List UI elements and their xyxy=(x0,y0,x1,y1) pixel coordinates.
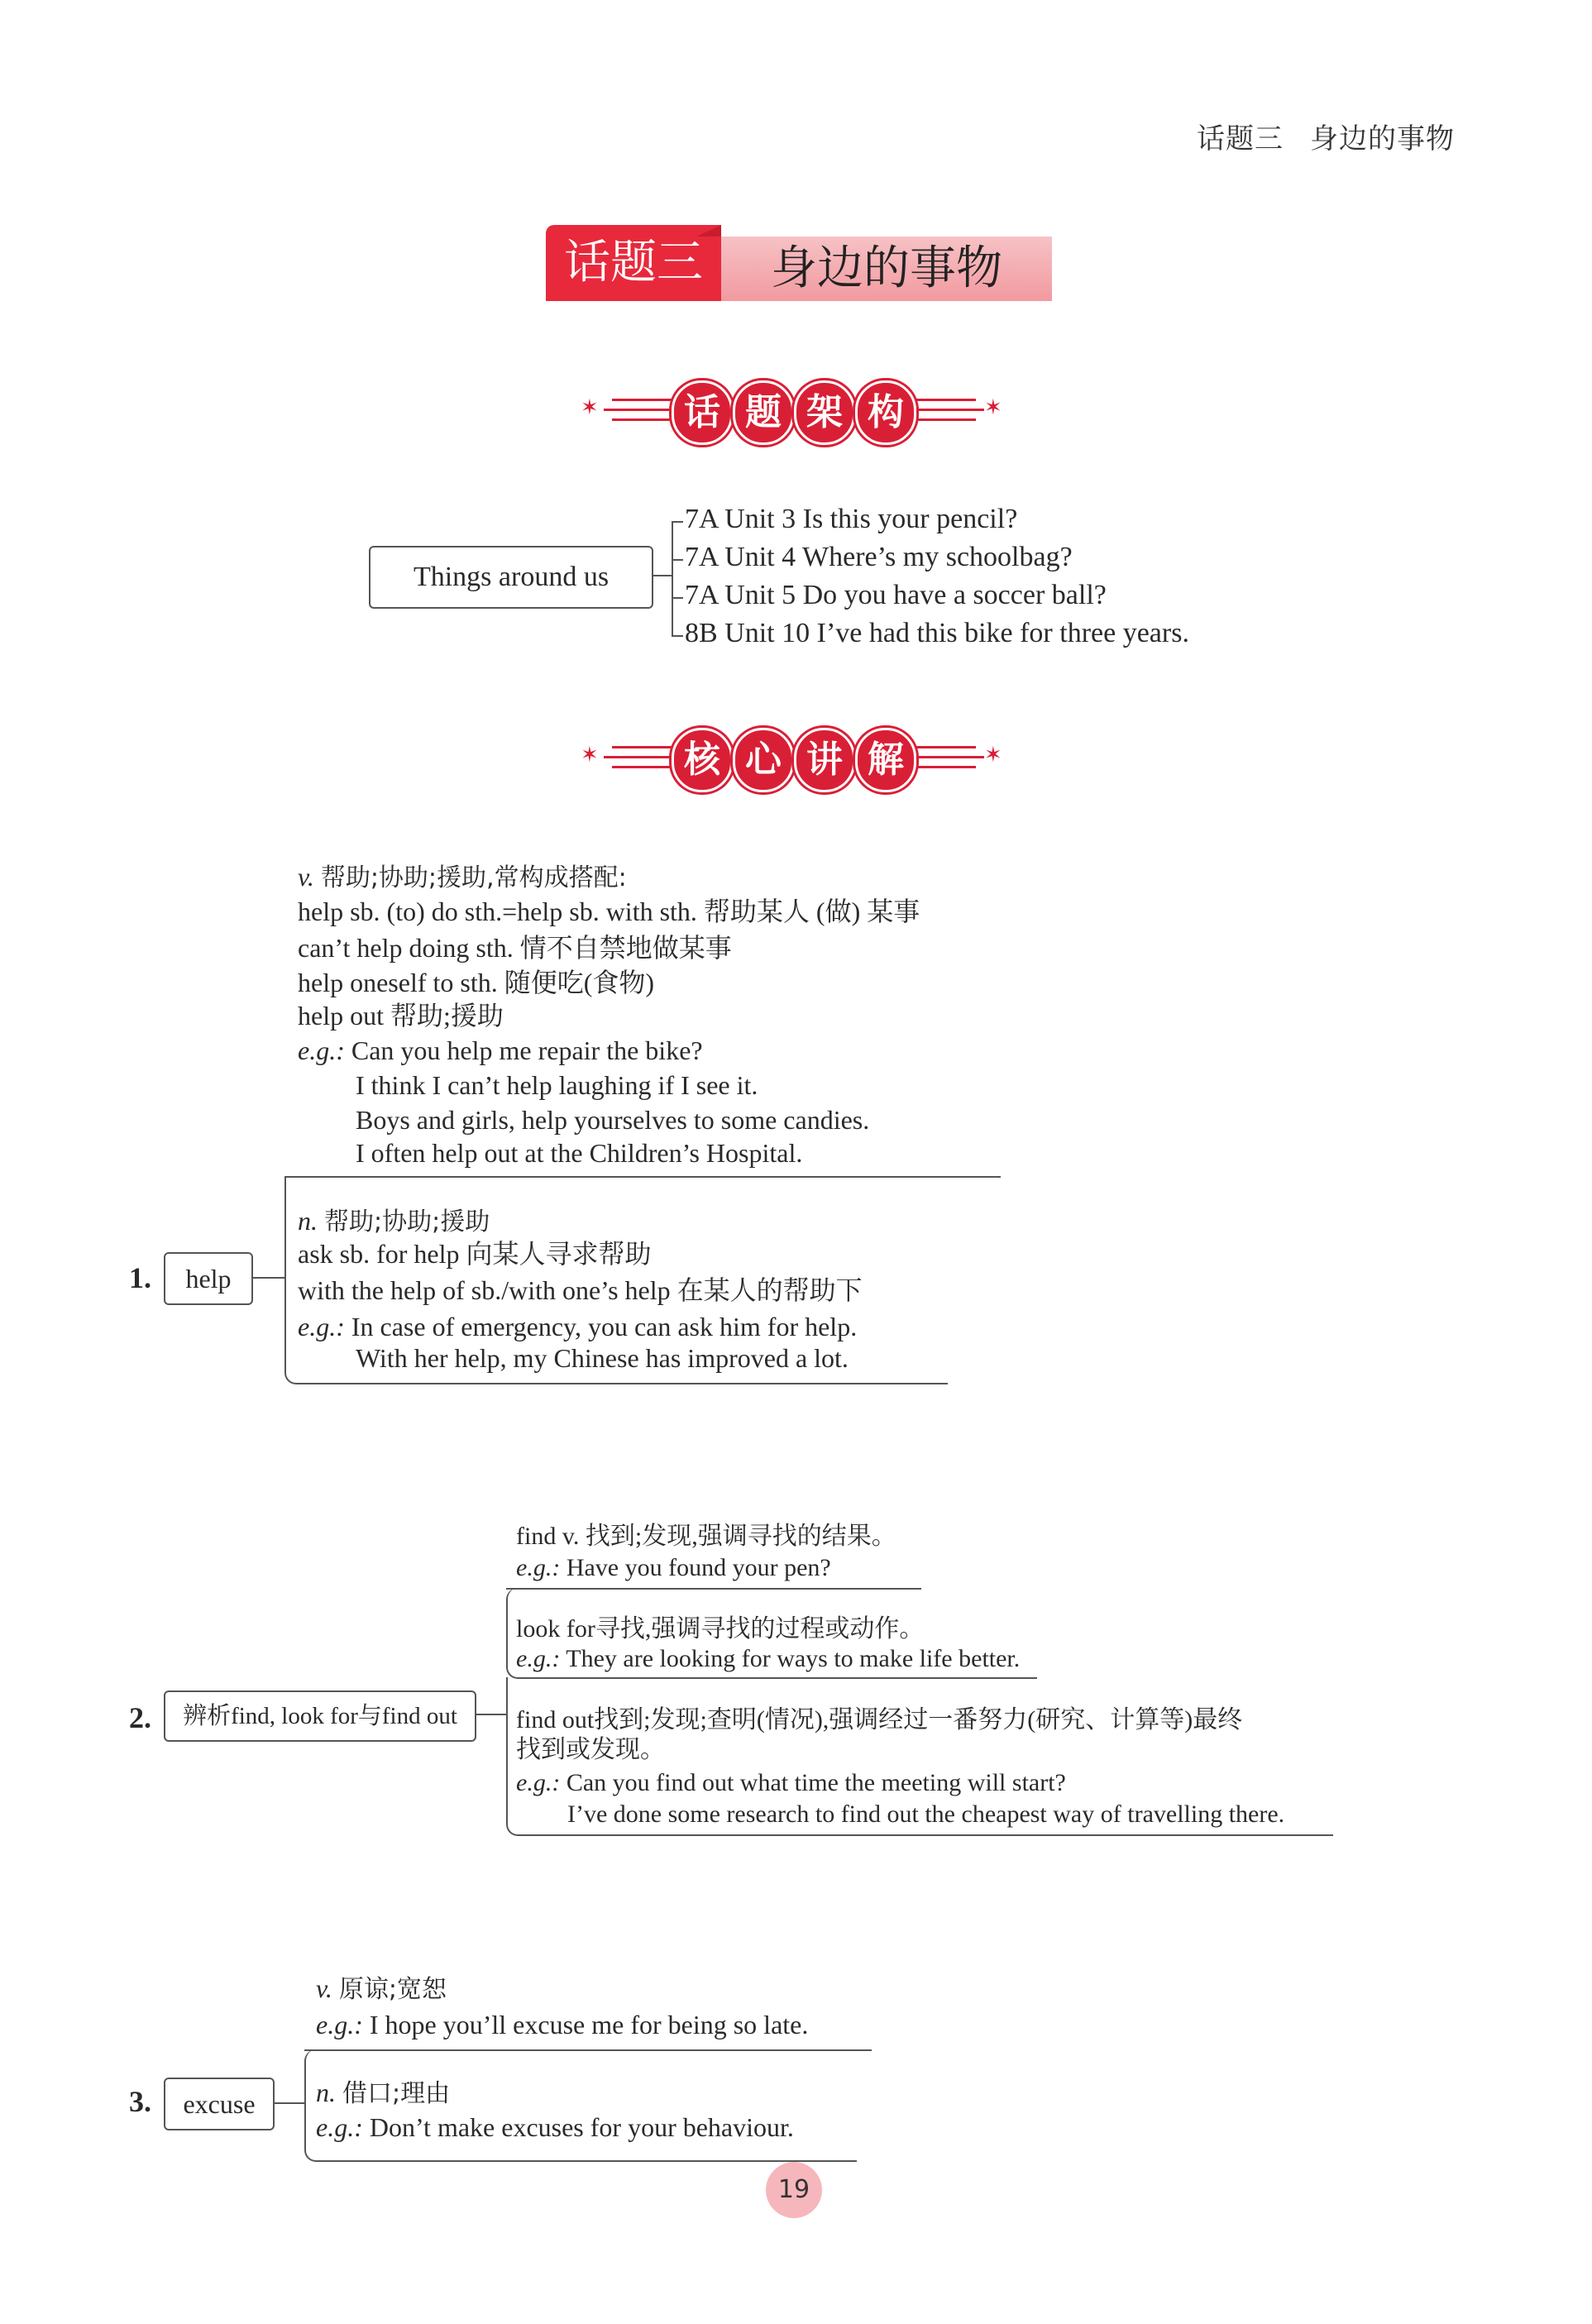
page-number: 19 xyxy=(766,2162,822,2218)
star-icon: ✶ xyxy=(581,743,599,767)
star-icon: ✶ xyxy=(984,395,1002,420)
running-header xyxy=(1197,116,1455,156)
usage-line: can’t help doing sth. 情不自禁地做某事 xyxy=(298,933,732,963)
title-topic: 话题三 xyxy=(546,225,721,301)
example-sentence: I think I can’t help laughing if I see it. xyxy=(356,1070,758,1100)
eg-label: e.g.: xyxy=(516,1769,561,1796)
findout-definition: find out找到;发现;查明(情况),强调经过一番努力(研究、计算等)最终 xyxy=(516,1706,1243,1733)
eg-label: e.g.: xyxy=(516,1554,561,1581)
title-text: 身边的事物 xyxy=(721,237,1052,301)
entry-number: 1. xyxy=(129,1261,151,1294)
banner-char: 心 xyxy=(733,728,794,792)
pos-noun: n. xyxy=(298,1206,318,1236)
usage-line: with the help of sb./with one’s help 在某人的帮助下 xyxy=(298,1275,863,1305)
banner-char: 讲 xyxy=(794,728,855,792)
star-icon: ✶ xyxy=(984,743,1002,767)
entry-number: 2. xyxy=(129,1701,151,1734)
pos-noun: n. xyxy=(316,2078,336,2107)
example-sentence: I hope you’ll excuse me for being so late. xyxy=(369,2010,809,2039)
banner-char: 解 xyxy=(855,728,916,792)
example-sentence: Can you help me repair the bike? xyxy=(351,1035,703,1065)
usage-line: help out 帮助;援助 xyxy=(298,1001,504,1030)
pos-verb: v. xyxy=(316,1973,332,2003)
eg-label: e.g.: xyxy=(298,1312,345,1341)
example-sentence: They are looking for ways to make life better. xyxy=(566,1645,1021,1672)
verb-definition: 帮助;协助;援助,常构成搭配: xyxy=(320,863,627,892)
example-sentence: Have you found your pen? xyxy=(566,1554,831,1581)
star-icon: ✶ xyxy=(581,395,599,420)
banner-char: 题 xyxy=(733,380,794,445)
pos-verb: v. xyxy=(298,862,314,892)
header-topic: 话题三 xyxy=(1197,122,1284,155)
example-sentence: Can you find out what time the meeting will start? xyxy=(566,1769,1066,1796)
word-box-find: 辨析find, look for与find out xyxy=(164,1690,476,1742)
eg-label: e.g.: xyxy=(316,2010,363,2039)
example-sentence: Don’t make excuses for your behaviour. xyxy=(369,2112,794,2142)
verb-definition: 原谅;宽恕 xyxy=(338,1975,447,2004)
word-box-help: help xyxy=(164,1252,253,1305)
framework-item: 7A Unit 5 Do you have a soccer ball? xyxy=(685,580,1107,610)
header-title: 身边的事物 xyxy=(1310,122,1455,155)
eg-label: e.g.: xyxy=(316,2112,363,2142)
usage-line: help sb. (to) do sth.=help sb. with sth. 帮助某人 (做) 某事 xyxy=(298,897,920,926)
example-sentence: In case of emergency, you can ask him for help. xyxy=(351,1312,858,1341)
banner-char: 话 xyxy=(672,380,733,445)
framework-item: 8B Unit 10 I’ve had this bike for three years. xyxy=(685,618,1189,648)
example-sentence: I often help out at the Children’s Hospital. xyxy=(356,1138,803,1168)
example-sentence: With her help, my Chinese has improved a lot. xyxy=(356,1343,849,1373)
noun-definition: 借口;理由 xyxy=(342,2079,451,2108)
framework-item: 7A Unit 4 Where’s my schoolbag? xyxy=(685,542,1073,572)
framework-item: 7A Unit 3 Is this your pencil? xyxy=(685,504,1018,534)
section-banner-framework xyxy=(579,374,1009,448)
eg-label: e.g.: xyxy=(516,1645,561,1672)
entry-number: 3. xyxy=(129,2085,151,2118)
framework-root-box: Things around us xyxy=(369,546,653,609)
title-banner xyxy=(546,225,1052,301)
word-box-excuse: excuse xyxy=(164,2078,275,2130)
find-definition: find v. 找到;发现,强调寻找的结果。 xyxy=(516,1523,896,1550)
lookfor-definition: look for寻找,强调寻找的过程或动作。 xyxy=(516,1615,925,1643)
usage-line: help oneself to sth. 随便吃(食物) xyxy=(298,968,655,997)
usage-line: ask sb. for help 向某人寻求帮助 xyxy=(298,1239,652,1269)
eg-label: e.g.: xyxy=(298,1035,345,1065)
findout-definition-cont: 找到或发现。 xyxy=(516,1736,665,1763)
section-banner-core xyxy=(579,721,1009,796)
banner-char: 架 xyxy=(794,380,855,445)
example-sentence: Boys and girls, help yourselves to some candies. xyxy=(356,1105,870,1135)
noun-definition: 帮助;协助;援助 xyxy=(324,1207,490,1236)
banner-char: 核 xyxy=(672,728,733,792)
example-sentence: I’ve done some research to find out the cheapest way of travelling there. xyxy=(567,1800,1285,1828)
banner-char: 构 xyxy=(855,380,916,445)
